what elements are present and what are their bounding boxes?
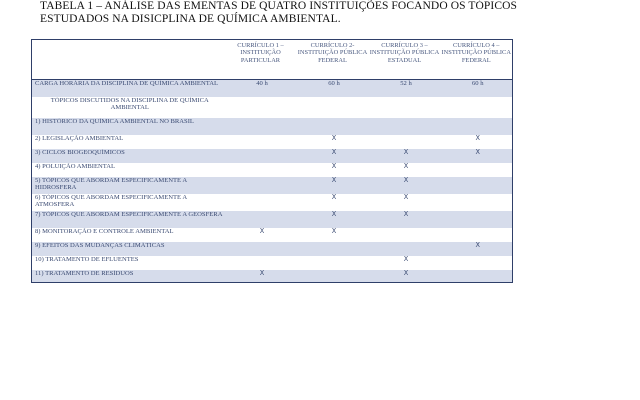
topic-mark xyxy=(225,135,297,149)
topic-mark: X xyxy=(225,228,297,242)
topic-mark xyxy=(225,242,297,256)
topic-mark: X xyxy=(297,194,369,211)
topic-label: 2) LEGISLAÇÃO AMBIENTAL xyxy=(32,135,225,149)
table-row xyxy=(32,194,513,211)
table-row xyxy=(32,270,513,283)
topic-mark xyxy=(225,256,297,270)
topic-mark xyxy=(441,270,513,283)
table-row xyxy=(32,228,513,242)
column-header: CURRÍCULO 3 – INSTITUIÇÃO PÚBLICA ESTADUAL xyxy=(369,40,441,80)
empty-cell xyxy=(441,97,513,118)
table-row xyxy=(32,177,513,194)
column-header: CURRÍCULO 1 – INSTITUIÇÃO PARTICULAR xyxy=(225,40,297,80)
topic-mark xyxy=(369,135,441,149)
topic-mark xyxy=(225,118,297,135)
topic-mark xyxy=(369,242,441,256)
topic-label: 8) MONITORAÇÃO E CONTROLE AMBIENTAL xyxy=(32,228,225,242)
workload-value: 40 h xyxy=(225,80,297,97)
table-caption: TABELA 1 – ANÁLISE DAS EMENTAS DE QUATRO INSTITUIÇÕES FOCANDO OS TÓPICOS ESTUDADOS NA DISICPLINA DE QUÍMICA AMBIENTAL. xyxy=(40,0,517,25)
topic-mark xyxy=(297,270,369,283)
topic-mark: X xyxy=(369,256,441,270)
table-row xyxy=(32,135,513,149)
topic-mark xyxy=(441,118,513,135)
topic-label: 5) TÓPICOS QUE ABORDAM ESPECIFICAMENTE A HIDROSFERA xyxy=(32,177,225,194)
topic-mark: X xyxy=(225,270,297,283)
topic-label: 10) TRATAMENTO DE EFLUENTES xyxy=(32,256,225,270)
topic-mark xyxy=(441,211,513,228)
section-label: TÓPICOS DISCUTIDOS NA DISCIPLINA DE QUÍMICA AMBIENTAL xyxy=(32,97,225,118)
topic-mark: X xyxy=(297,149,369,163)
topic-mark: X xyxy=(297,177,369,194)
workload-label: CARGA HORÁRIA DA DISCIPLINA DE QUÍMICA AMBIENTAL xyxy=(32,80,225,97)
topic-mark xyxy=(369,228,441,242)
topic-mark xyxy=(441,256,513,270)
workload-value: 60 h xyxy=(441,80,513,97)
topic-mark xyxy=(441,194,513,211)
header-blank-cell xyxy=(32,40,225,80)
topic-mark xyxy=(225,177,297,194)
workload-value: 52 h xyxy=(369,80,441,97)
column-header: CURRÍCULO 4 – INSTITUIÇÃO PÚBLICA FEDERAL xyxy=(441,40,513,80)
topic-mark xyxy=(441,177,513,194)
topic-mark: X xyxy=(369,211,441,228)
table-row xyxy=(32,163,513,177)
column-header: CURRÍCULO 2- INSTITUIÇÃO PÚBLICA FEDERAL xyxy=(297,40,369,80)
topic-label: 11) TRATAMENTO DE RESÍDUOS xyxy=(32,270,225,283)
topic-mark xyxy=(225,194,297,211)
topic-mark: X xyxy=(297,228,369,242)
section-header-row xyxy=(32,97,513,118)
topic-mark: X xyxy=(441,149,513,163)
empty-cell xyxy=(297,97,369,118)
table-row xyxy=(32,211,513,228)
topic-mark: X xyxy=(369,194,441,211)
table-row xyxy=(32,149,513,163)
topic-mark: X xyxy=(297,163,369,177)
topic-mark xyxy=(225,149,297,163)
table-row xyxy=(32,256,513,270)
topic-mark: X xyxy=(441,242,513,256)
topic-mark xyxy=(225,163,297,177)
topic-mark: X xyxy=(297,135,369,149)
topic-label: 4) POLUIÇÃO AMBIENTAL xyxy=(32,163,225,177)
topic-mark: X xyxy=(369,163,441,177)
curriculum-table xyxy=(31,39,513,283)
table-row xyxy=(32,118,513,135)
table-row xyxy=(32,242,513,256)
topic-mark: X xyxy=(369,149,441,163)
topic-mark xyxy=(225,211,297,228)
topic-mark xyxy=(297,118,369,135)
topic-mark xyxy=(441,163,513,177)
header-row xyxy=(32,40,513,80)
topic-label: 6) TÓPICOS QUE ABORDAM ESPECIFICAMENTE A ATMOSFERA xyxy=(32,194,225,211)
topic-mark: X xyxy=(441,135,513,149)
topic-mark: X xyxy=(369,270,441,283)
topic-label: 1) HISTÓRICO DA QUÍMICA AMBIENTAL NO BRASIL xyxy=(32,118,225,135)
empty-cell xyxy=(369,97,441,118)
workload-value: 60 h xyxy=(297,80,369,97)
empty-cell xyxy=(225,97,297,118)
topic-mark xyxy=(441,228,513,242)
topic-mark: X xyxy=(369,177,441,194)
workload-row xyxy=(32,80,513,97)
topic-mark xyxy=(297,256,369,270)
topic-mark: X xyxy=(297,211,369,228)
topic-mark xyxy=(297,242,369,256)
topic-label: 3) CICLOS BIOGEOQUÍMICOS xyxy=(32,149,225,163)
topic-mark xyxy=(369,118,441,135)
topic-label: 7) TÓPICOS QUE ABORDAM ESPECIFICAMENTE A GEOSFERA xyxy=(32,211,225,228)
topic-label: 9) EFEITOS DAS MUDANÇAS CLIMÁTICAS xyxy=(32,242,225,256)
